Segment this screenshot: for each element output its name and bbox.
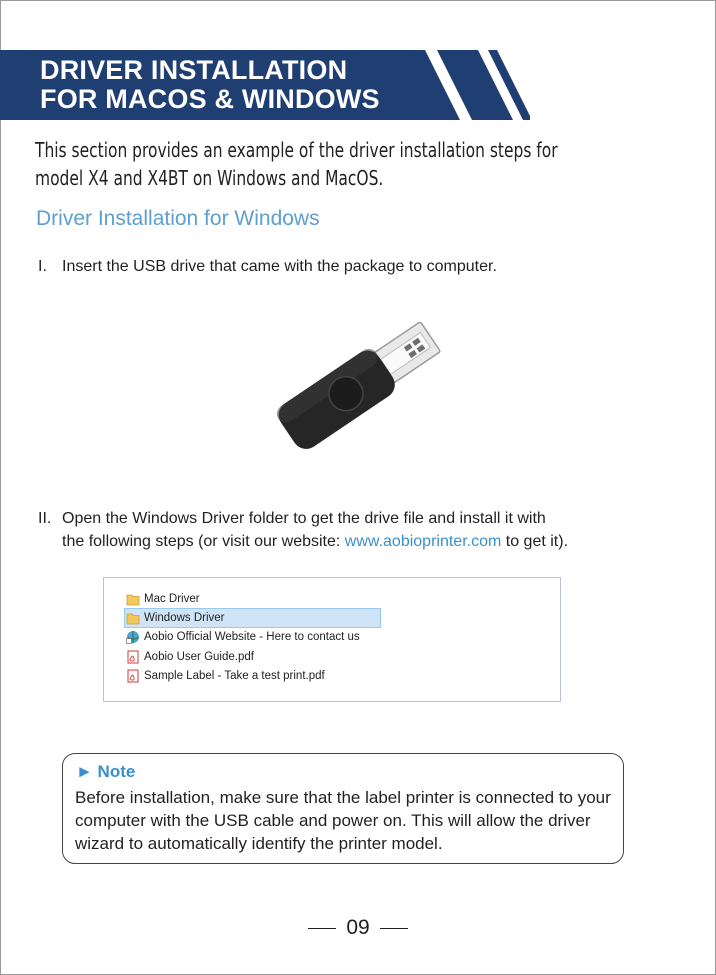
step-2-text-line-1: Open the Windows Driver folder to get the drive file and install it with [62, 510, 546, 527]
step-2-text-before-link: the following steps (or visit our website: [62, 533, 345, 550]
note-title: ► Note [76, 762, 136, 781]
file-item-windows-driver[interactable] [124, 608, 381, 628]
file-item-user-guide[interactable] [126, 648, 254, 666]
step-2 [38, 507, 658, 553]
step-2-text-line-2 [38, 530, 658, 553]
file-item-label: Sample Label - Take a test print.pdf [144, 670, 325, 682]
page-title [40, 56, 380, 114]
section-title: Driver Installation for Windows [36, 207, 320, 230]
page-number-footer [0, 916, 716, 940]
step-2-numeral: II. [38, 510, 52, 527]
file-item-sample-label[interactable] [126, 667, 325, 685]
usb-drive-image [270, 318, 460, 458]
title-line-2: FOR MACOS & WINDOWS [40, 84, 380, 114]
pdf-icon [126, 650, 140, 664]
step-1-text: Insert the USB drive that came with the package to computer. [62, 258, 497, 275]
file-item-label: Mac Driver [144, 593, 200, 605]
folder-icon [126, 592, 140, 606]
web-shortcut-icon [126, 630, 140, 644]
website-link[interactable]: www.aobioprinter.com [344, 533, 502, 550]
page-number-line-left [308, 928, 336, 929]
file-item-official-website[interactable] [126, 628, 360, 646]
pdf-icon [126, 669, 140, 683]
step-1 [38, 255, 497, 278]
title-line-1: DRIVER INSTALLATION [40, 55, 348, 85]
file-item-label: Windows Driver [144, 612, 225, 624]
file-item-label: Aobio Official Website - Here to contact us [144, 631, 360, 643]
step-1-numeral: I. [38, 258, 47, 275]
file-item-mac-driver[interactable] [126, 590, 200, 608]
file-explorer-screenshot [103, 577, 561, 702]
folder-icon [126, 611, 140, 625]
page-number-line-right [380, 928, 408, 929]
file-item-label: Aobio User Guide.pdf [144, 651, 254, 663]
intro-paragraph: This section provides an example of the driver installation steps for model X4 and X4BT on Windows and MacOS. [35, 138, 558, 190]
page-number: 09 [346, 916, 370, 939]
note-text: Before installation, make sure that the label printer is connected to your computer with the USB cable and power on. This will allow the driver wizard to automatically identify the printer model. [75, 788, 611, 853]
step-2-text-after-link: to get it). [501, 533, 569, 550]
